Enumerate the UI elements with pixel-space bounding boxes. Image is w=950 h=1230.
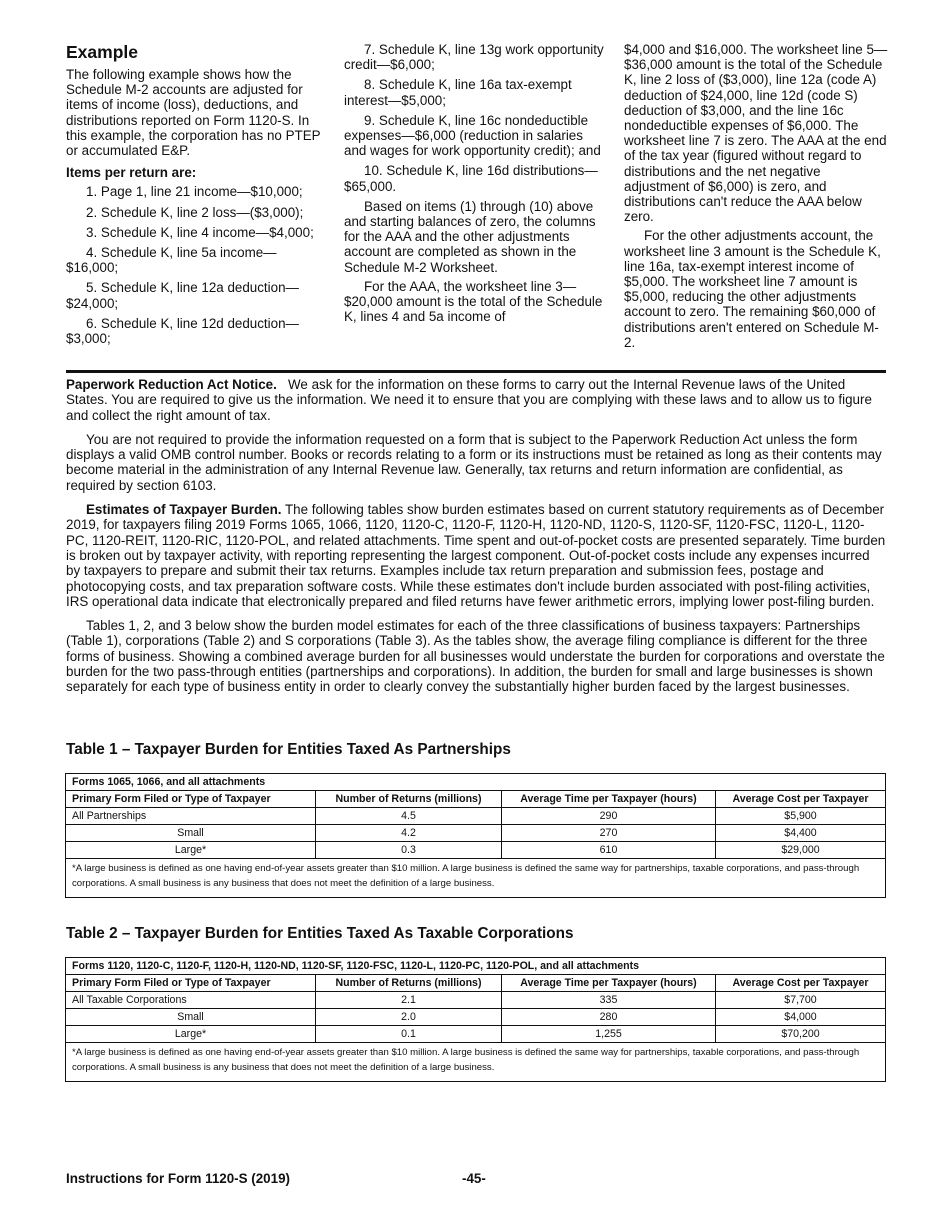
paperwork-para-1 [66,377,886,423]
table-cell: Small [66,825,316,842]
table-cell: Large* [66,842,316,859]
list-item: 5. Schedule K, line 12a deduction—$24,000; [66,280,299,311]
para-based: Based on items (1) through (10) above and starting balances of zero, the columns for the AAA and the other adjustments account are completed as shown in the Schedule M-2 Worksheet. [344,198,596,275]
table-cell: Small [66,1009,316,1026]
column-header: Number of Returns (millions) [316,975,502,992]
list-item: 3. Schedule K, line 4 income—$4,000; [86,224,314,240]
table-cell: $7,700 [716,992,886,1009]
example-heading: Example [66,42,138,62]
table-row [66,1026,886,1043]
column-header: Average Cost per Taxpayer [716,791,886,808]
paperwork-title: Paperwork Reduction Act Notice. [66,377,277,392]
section-divider [66,370,886,373]
table2-header-row [66,975,886,992]
list-item: 7. Schedule K, line 13g work opportunity credit—$6,000; [344,42,604,73]
table2-footnote: *A large business is defined as one having end-of-year assets greater than $10 million. A large business is defined the same way for partnerships, taxable corporations, and pass-through corporations. A small business is any business that does not meet the definition of a large business. [66,1043,886,1082]
table-cell: 2.1 [316,992,502,1009]
para-other-adjustments: For the other adjustments account, the worksheet line 3 amount is the Schedule K, line 16a, tax-exempt interest income of $5,000. The worksheet line 7 amount is $5,000, reducing the other adjustments account to zero. The remaining $60,000 of distributions aren't entered on Schedule M-2. [624,228,881,350]
table-cell: $70,200 [716,1026,886,1043]
table1-title: Table 1 – Taxpayer Burden for Entities Taxed As Partnerships [66,741,511,758]
items-heading: Items per return are: [66,165,197,181]
list-item: 9. Schedule K, line 16c nondeductible expenses—$6,000 (reduction in salaries and wages for work opportunity credit); and [344,112,601,159]
table1-header-row [66,791,886,808]
table-cell: 4.5 [316,808,502,825]
table2-caption: Forms 1120, 1120-C, 1120-F, 1120-H, 1120-ND, 1120-SF, 1120-FSC, 1120-L, 1120-PC, 1120-POL, and all attachments [66,958,886,975]
table-cell: All Partnerships [66,808,316,825]
table-cell: 1,255 [502,1026,716,1043]
column-header: Primary Form Filed or Type of Taxpayer [66,975,316,992]
list-item: 6. Schedule K, line 12d deduction—$3,000; [66,315,299,347]
table2 [65,957,886,1082]
table1-caption: Forms 1065, 1066, and all attachments [66,774,886,791]
table-cell: 2.0 [316,1009,502,1026]
column-2 [344,42,606,328]
table1-footnote: *A large business is defined as one having end-of-year assets greater than $10 million. A large business is defined the same way for partnerships, taxable corporations, and pass-through corporations. A small business is any business that does not meet the definition of a large business. [66,859,886,898]
table-cell: $4,400 [716,825,886,842]
table2-note-row [66,1043,886,1082]
column-3 [624,42,888,354]
table-cell: $5,900 [716,808,886,825]
table-cell: 4.2 [316,825,502,842]
list-item: 2. Schedule K, line 2 loss—($3,000); [86,204,304,220]
table-row [66,808,886,825]
table-row [66,992,886,1009]
tables-intro-para: Tables 1, 2, and 3 below show the burden model estimates for each of the three classifications of business taxpayers: Partnerships (Table 1), corporations (Table 2) and S corporations (Table 3). As the tables show, the average filing compliance is different for the three forms of business. Showing a combined average burden for all businesses would understate the burden for corporations and overstate the burden for the two pass-through entities (partnerships and corporations). In addition, the burden for small and large businesses is shown separately for each type of business entity in order to clearly convey the substantially higher burden faced by the largest businesses. [66,618,885,695]
table-cell: 270 [502,825,716,842]
table-cell: $4,000 [716,1009,886,1026]
column-header: Average Time per Taxpayer (hours) [502,791,716,808]
table-row [66,1009,886,1026]
table-cell: $29,000 [716,842,886,859]
example-intro: The following example shows how the Schedule M-2 accounts are adjusted for items of income (loss), deductions, and distributions reported on Form 1120-S. In this example, the corporation has no PTEP or accumulated E&P. [66,67,321,159]
page-number: -45- [462,1171,486,1186]
table1-caption-row [66,774,886,791]
table-row [66,842,886,859]
list-item: 4. Schedule K, line 5a income—$16,000; [66,245,277,276]
para-aaa-continued: $4,000 and $16,000. The worksheet line 5—$36,000 amount is the total of the Schedule K, line 2 loss of ($3,000), line 12a (code A) deduction of $24,000, line 12d (code S) deduction of $3,000, and the line 16c nondeductible expenses of $6,000. The worksheet line 7 is zero. The AAA at the end of the tax year (figured without regard to distributions and the net negative adjustment of $6,000) is zero, and distributions can't reduce the AAA below zero. [624,42,888,225]
table-cell: All Taxable Corporations [66,992,316,1009]
table2-title: Table 2 – Taxpayer Burden for Entities Taxed As Taxable Corporations [66,925,574,942]
table-cell: 290 [502,808,716,825]
footer-form-title: Instructions for Form 1120-S (2019) [66,1171,290,1186]
column-1 [66,42,324,351]
list-item: 1. Page 1, line 21 income—$10,000; [86,184,303,200]
table2-caption-row [66,958,886,975]
table1 [65,773,886,898]
table-row [66,825,886,842]
column-header: Primary Form Filed or Type of Taxpayer [66,791,316,808]
table-cell: Large* [66,1026,316,1043]
table-cell: 280 [502,1009,716,1026]
column-header: Average Cost per Taxpayer [716,975,886,992]
table-cell: 610 [502,842,716,859]
column-header: Average Time per Taxpayer (hours) [502,975,716,992]
table-cell: 0.1 [316,1026,502,1043]
column-header: Number of Returns (millions) [316,791,502,808]
table-cell: 0.3 [316,842,502,859]
estimates-text: The following tables show burden estimates based on current statutory requirements as of December 2019, for taxpayers filing 2019 Forms 1065, 1066, 1120, 1120-C, 1120-F, 1120-H, 1120-ND, 1120-S, 1120-SF, 1120-FSC, 1120-L, 1120-PC, 1120-REIT, 1120-RIC, 1120-POL, and related attachments. Time spent and out-of-pocket costs are presented separately. Time burden is broken out by taxpayer activity, with reporting representing the largest component. Out-of-pocket costs include any expenses incurred by taxpayers to prepare and submit their tax returns. Examples include tax return preparation and submission fees, postage and photocopying costs, and tax preparation software costs. While these estimates don't include burden associated with post-filing activities, IRS operational data indicate that electronically prepared and filed returns have fewer arithmetic errors, implying lower post-filing burden. [66,502,886,609]
paperwork-text-1: We ask for the information on these forms to carry out the Internal Revenue laws of the United States. You are required to give us the information. We need it to ensure that you are complying with these laws and to allow us to figure and collect the right amount of tax. [66,377,872,423]
list-item: 10. Schedule K, line 16d distributions—$65,000. [344,163,598,194]
para-aaa-start: For the AAA, the worksheet line 3—$20,000 amount is the total of the Schedule K, lines 4 and 5a income of [344,278,603,325]
paperwork-section [66,377,886,704]
example-columns [66,42,886,362]
table1-note-row [66,859,886,898]
paperwork-para-2: You are not required to provide the information requested on a form that is subject to the Paperwork Reduction Act unless the form displays a valid OMB control number. Books or records relating to a form or its instructions must be retained as long as their contents may become material in the administration of any Internal Revenue law. Generally, tax returns and return information are confidential, as required by section 6103. [66,431,882,493]
table-cell: 335 [502,992,716,1009]
estimates-title: Estimates of Taxpayer Burden. [86,502,282,518]
list-item: 8. Schedule K, line 16a tax-exempt interest—$5,000; [344,77,572,108]
estimates-para [66,502,886,609]
